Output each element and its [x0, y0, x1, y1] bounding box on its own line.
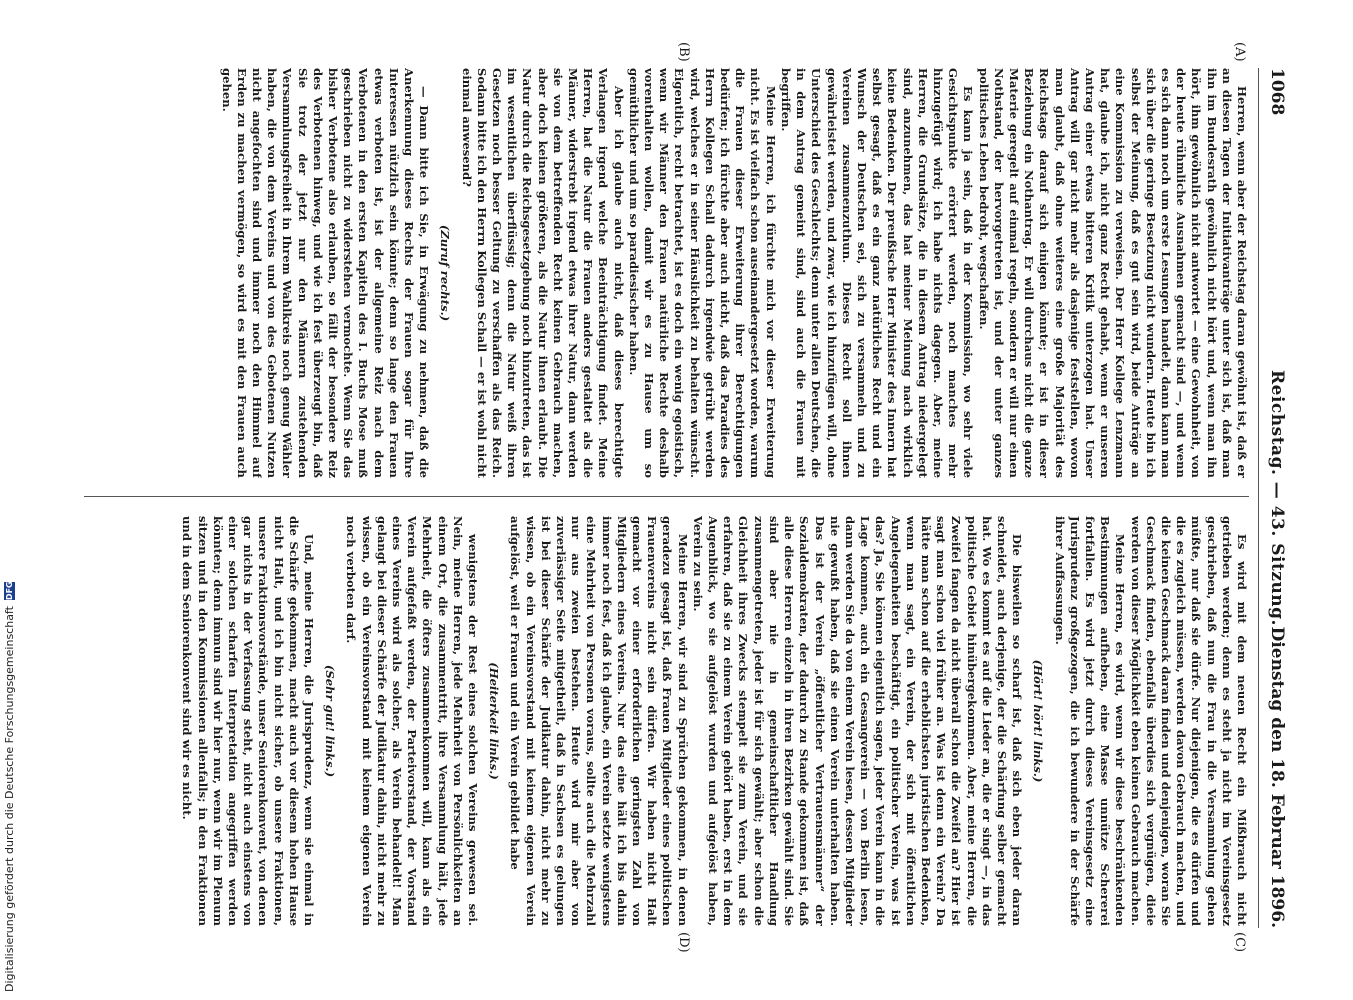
text-column-left: [84, 68, 1249, 478]
dfg-logo: DFG: [4, 581, 14, 601]
page-number: 1068: [1267, 68, 1287, 116]
paragraph: Es kann ja sein, daß in der Kommission, wo sehr viele Gesichtspunkte erörtert werden, noch manches mehr hinzugefügt wird; ich habe nichts dagegen. Aber, meine Herren, die Grundsätze, die in diesem Antrag niedergelegt sind, anzunehmen, das hat meiner Meinung nach wirklich keine Bedenken. Der preußische Herr Minister des Innern hat selbst gesagt, daß es ein ganz natürliches Recht und ein Wunsch der Deutschen sei, sich zu versammeln und zu Vereinen zusammenzuthun. Dieses Recht soll ihnen gewährleistet werden, und zwar, wie ich hinzufügen will, ohne Unterschied des Geschlechts; denn unter allen Deutschen, die in dem Antrag gemeint sind, sind auch die Frauen mit begriffen.: [778, 68, 976, 478]
paragraph: Meine Herren, ich fürchte mich vor dieser Erweiterung nicht. Es ist vielfach schon auseinandergesetzt worden, warum die Frauen dieser Erweiterung ihrer Berechtigungen bedürfen; ich fürchte aber auch nicht, daß das Paradies des Herrn Kollegen Schall dadurch irgendwie getrübt werden wird, welches er in seiner Häuslichkeit zu behalten wünscht. Eigentlich, recht betrachtet, ist es doch ein wenig egoistisch, wenn wir Männer den Frauen natürliche Rechte deshalb vorenthalten wollen, damit wir es zu Hause um so gemüthlicher und um so paradiesischer haben.: [626, 68, 778, 478]
interjection: (Hört! hört! links.): [1031, 659, 1046, 783]
interjection: (Heiterkeit links.): [487, 662, 502, 780]
session-date: Dienstag den 18. Februar 1896.: [1267, 626, 1287, 928]
text-column-right: [84, 516, 1249, 926]
column-divider: [84, 496, 1249, 497]
paragraph: Es wird mit dem neuen Recht ein Mißbrauch nicht getrieben werden; denn es steht ja nicht im Vereinsgesetz geschrieben, daß nun die Frau in die Versammlung gehen müßte, nur daß sie dürfe. Nur diejenigen, die es dürfen und die es zugleich müssen, werden davon Gebrauch machen, und die keinen Geschmack daran finden und denjenigen, woran Sie Geschmack finden, ebenfalls überdies sich vergnügen, dieie werden von dieser Möglichkeit eben keinen Gebrauch machen.: [1128, 516, 1249, 926]
paragraph: Aber ich glaube auch nicht, daß dieses berechtigte Verlangen irgend welche Beeinträchtigung findet. Meine Herren, hat die Natur die Frauen anders gestaltet als die Männer, widerstrebt irgend etwas ihrer Natur, dann werden sie von dem betreffenden Recht keinen Gebrauch machen, aber doch keinen größeren, als die Natur ihnen erlaubt. Die Natur durch die Reichsgesetzgebung noch hinzutreten, das ist im wesentlichen überflüssig; denn die Natur weiß ihren Gesetzen noch besser Geltung zu verschaffen als das Reich. Sodann bitte ich den Herrn Kollegen Schall — er ist wohl nicht einmal anwesend?: [459, 68, 626, 478]
credit-text: Digitalisierung gefördert durch die Deutsche Forschungsgemeinschaft: [2, 606, 16, 992]
paragraph: Meine Herren, wir sind zu Sprüchen gekommen, in denen geradezu gesagt ist, daß Frauen Mitglieder eines politischen Frauenvereins nicht sein dürfen. Wir haben nicht Halt gemacht vor einer erforderlichen geringsten Zahl von Mitgliedern eines Vereins. Nur das eine hält ich bis dahin immer noch fest, daß ich glaube, ein Verein setzte wenigstens eine Mehrheit von Personen voraus, sollte auch die Mehrzahl nur aus zweien bestehen. Heute wird mir aber von zuverlässiger Seite mitgetheilt, daß in Sachsen es gelungen ist bei dieser Schärfe der Judikatur dahin, nicht mehr zu wissen, ob ein Vereinsvorstand mit keinem eigenen Verein aufgelöst, weil er Frauen und ein Verein gebildet habe: [508, 516, 690, 926]
page-header: [1258, 68, 1293, 928]
interjection: (Sehr gut! links.): [323, 664, 338, 778]
margin-marker-b: (B): [676, 42, 691, 62]
paragraph: wenigstens der Rest eines solchen Vereins gewesen sei. Nein, meine Herren, jede Mehrheit von Persönlichkeiten an einem Ort, die zusammentritt, ihre Versammlung hält, jede Mehrheit, die öfters zusammenkommen will, kann als ein Verein aufgefaßt werden, der Parteivorstand, der Vorstand eines Vereins wird als solcher, als Verein behandelt! Man gelangt bei dieser Schärfe der Judikatur dahin, nicht mehr zu wissen, ob ein Vereinsvorstand mit keinem eigenen Verein noch verboten darf.: [344, 516, 481, 926]
interjection: (Zuruf rechts.): [438, 224, 453, 322]
paragraph: Die bisweilen so scharf ist, daß sich eben jeder daran schneidet, auch derjenige, der die Schärfung selber gemacht hat. Wo es kommt es auf die Lieder an, die er singt —, in das politische Gebiet hinübergekommen. Aber, meine Herren, die Zweifel fangen da nicht überall schon die Zweifel an? Hier ist sagt man schon viel früher an. Was ist denn ein Verein? Da hätte man schon auf die erheblichsten juristischen Bedenken, wenn man sagt, ein Verein, der sich mit öffentlichen Angelegenheiten beschäftigt, ein politischer Verein, was ist das? Ja, Sie können eigentlich sagen, jeder Verein kann in die Lage kommen, auch ein Gesangverein — von Berlin lesen, dann werden Sie da von einem Verein lesen, dessen Mitglieder nie gewußt haben, daß sie einen Verein unterhalten haben. Das ist der Verein „öffentlicher Vertrauensmänner“ der Sozialdemokraten, der dadurch zu Stande gekommen ist, daß alle diese Herren einzeln in ihren Bezirken gewählt sind. Sie sind aber nie in gemeinschaftlicher Handlung zusammengetreten, jeder ist für sich gewählt; aber schon die Gleichheit ihres Zwecks stempelt sie zum Verein, und sie erfahren, daß sie zu einem Verein gehört haben, erst in dem Augenblick, wo sie aufgelöst wurden und aufgelöst haben, Verein zu sein.: [690, 516, 1025, 926]
paragraph: Herren, wenn aber der Reichstag daran gewöhnt ist, daß er an diesen Tagen der Initiativanträge unter sich ist, daß man ihn im Bundesrath gewöhnlich nicht hört und, wenn man ihn hört, ihm gewöhnlich nicht antwortet — eine Gewohnheit, von der heute rühmliche Ausnahmen gemacht sind —, und wenn es sich dann noch um erste Lesungen handelt, dann kann man sich über die geringe Besetzung nicht wundern. Heute bin ich selbst der Meinung, daß es gut sein wird, beide Anträge an eine Kommission zu verweisen. Der Herr Kollege Lenzmann hat, glaube ich, nicht ganz Recht gehabt, wenn er unseren Antrag einer etwas bitteren Kritik unterzogen hat. Unser Antrag will gar nicht mehr als dasjenige feststellen, wovon man glaubt, daß ohne weiteres eine große Majorität des Reichstags darauf sich einigen könnte; er ist in dieser Beziehung ein Nothantrag. Er will durchaus nicht die ganze Materie geregelt auf einmal regeln, sondern er will nur einen Nothstand, der hervorgetreten ist, und der unter ganzes politisches Leben bedroht, wegschaffen.: [976, 68, 1249, 478]
paragraph: — Dann bitte ich Sie, in Erwägung zu nehmen, daß die Anerkennung dieses Rechts der Frauen sogar für Ihre Interessen nützlich sein könnte; denn so lange den Frauen etwas verboten ist, ist der allgemeine Reiz nach dem Verbotenen in den ersten Kapiteln des I. Buchs Mose muß geschrieben nicht zu widerstehen vermochte. Wenn Sie das bisher Verbotene also erlauben, so fällt der besondere Reiz des Verbotenen hinweg, und wie ich fest überzeugt bin, daß Sie trotz der jetzt nur den Männern zustehenden Versammlungsfreiheit in Ihrem Wahlkreis noch genug Wähler haben, die von dem Vereins und von des Gebotenen Nutzen nicht angefochten sind und immer noch den Himmel auf Erden zu machen vermögen, so wird es mit den Frauen auch gehen.: [219, 68, 432, 478]
paragraph: Und, meine Herren, die Jurisprudenz, wenn sie einmal in die Schärfe gekommen, macht auch vor diesem hohen Hause nicht Halt, und ich bin nicht sicher, ob unsere Fraktionen, unsere Fraktionsvorstände, unser Seniorenkonvent, von denen gar nichts in der Verfassung steht, nicht auch einstens von einer solchen scharfen Interpretation angegriffen werden könnten; denn immun sind wir hier nur, wenn wir im Plenum sitzen und in den Kommissionen allenfalls; in den Fraktionen und in dem Seniorenkonvent sind wir es nicht.: [180, 516, 317, 926]
margin-marker-c: (C): [1232, 932, 1247, 953]
digitization-credit: [0, 0, 18, 1000]
margin-marker-d: (D): [676, 932, 691, 953]
paragraph: Meine Herren, es wird, wenn wir diese beschränkenden Bestimmungen aufheben, eine Masse unnütze Schererei fortfallen. Es wird jetzt durch dieses Vereinsgesetz eine Jurisprudenz großgezogen, die ich bewundere in der Schärfe ihrer Auffassungen.: [1052, 516, 1128, 926]
running-title: Reichstag. — 43. Sitzung.: [1267, 370, 1287, 626]
rotated-document-page: [78, 42, 1293, 953]
margin-marker-a: (A): [1232, 42, 1247, 62]
